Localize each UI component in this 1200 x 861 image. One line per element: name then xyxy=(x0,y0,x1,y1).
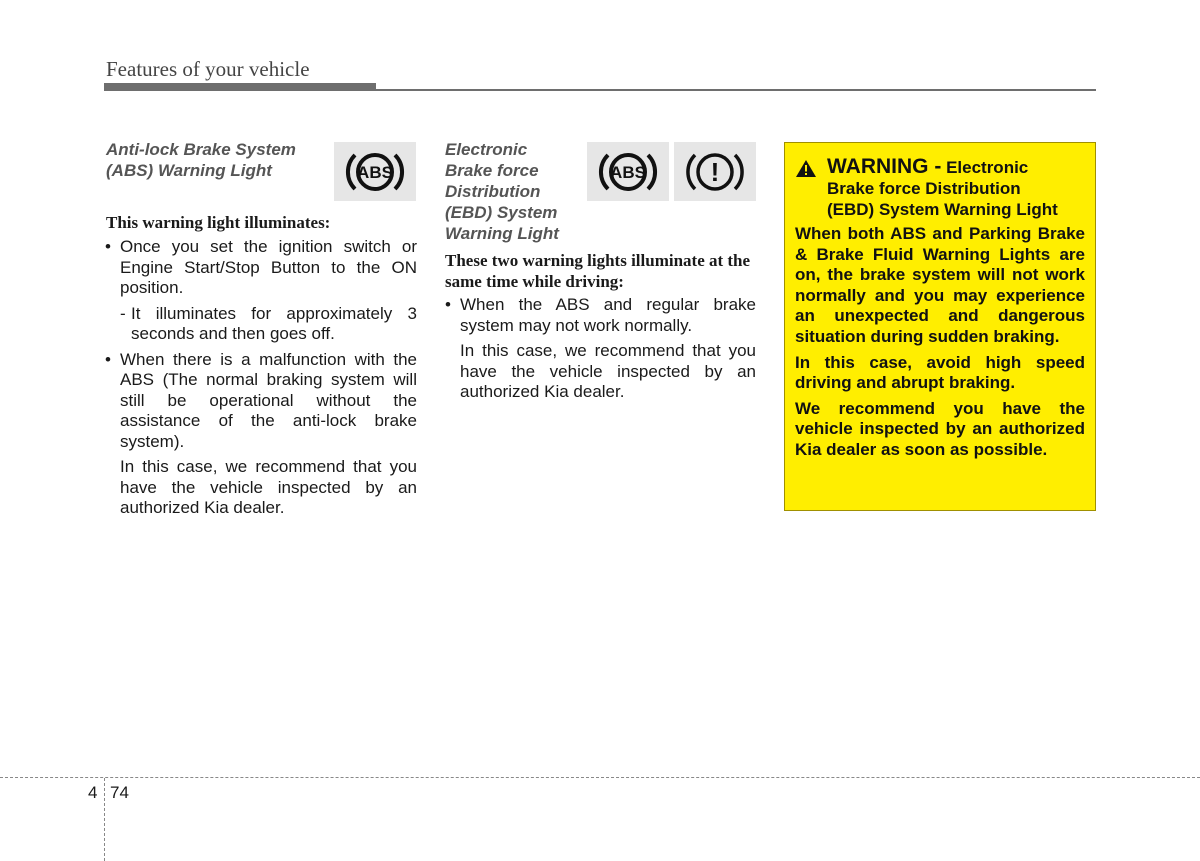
ebd-abs-warning-light-icon xyxy=(587,142,669,201)
header-rule xyxy=(104,89,1096,91)
ebd-heading-line2: Brake force xyxy=(445,161,539,180)
abs-bullet-1 xyxy=(104,237,417,299)
abs-bullet-2-text: When there is a malfunction with the ABS (The normal braking system will still be operational without the assistance of the anti-lock brake system). xyxy=(120,349,417,451)
warning-subtitle-line2: Brake force Distribution xyxy=(827,179,1021,198)
abs-bullet-1-text: Once you set the ignition switch or Engine Start/Stop Button to the ON position. xyxy=(120,237,417,297)
ebd-bullet-1-text: When the ABS and regular brake system may not work normally. xyxy=(460,295,756,335)
warning-subtitle-line3: (EBD) System Warning Light xyxy=(827,200,1058,219)
ebd-heading-line4: (EBD) System xyxy=(445,203,558,222)
ebd-abs-icon-label: ABS xyxy=(610,162,646,182)
abs-icon-label: ABS xyxy=(357,162,393,182)
abs-body xyxy=(104,237,417,519)
ebd-bullet-1-followup: In this case, we recommend that you have the vehicle inspected by an authorized Kia dealer. xyxy=(460,341,756,401)
abs-dash-text: It illuminates for approximately 3 seconds and then goes off. xyxy=(131,303,417,343)
warning-box xyxy=(784,142,1096,511)
page-number: 74 xyxy=(110,783,129,802)
page-section-number: 4 xyxy=(88,783,98,802)
abs-bullet-2 xyxy=(104,350,417,453)
ebd-section-heading xyxy=(445,139,585,244)
ebd-heading-line5: Warning Light xyxy=(445,224,559,243)
warning-paragraph-2: In this case, avoid high speed driving and abrupt braking. xyxy=(795,352,1085,393)
warning-paragraph-3: We recommend you have the vehicle inspected by an authorized Kia dealer as soon as possible. xyxy=(795,398,1085,459)
ebd-body xyxy=(444,295,756,403)
ebd-intro: These two warning lights illuminate at the same time while driving: xyxy=(445,251,751,291)
ebd-heading-line1: Electronic xyxy=(445,140,528,159)
abs-intro: This warning light illuminates: xyxy=(106,213,331,232)
footer-divider xyxy=(104,778,105,861)
dash-mark: - xyxy=(120,303,126,323)
abs-bullet-2-followup: In this case, we recommend that you have the vehicle inspected by an authorized Kia dealer. xyxy=(120,457,417,517)
abs-heading-line2: (ABS) Warning Light xyxy=(106,161,272,180)
abs-dash-item xyxy=(104,304,417,345)
warning-triangle-icon xyxy=(795,159,817,178)
brake-icon-label: ! xyxy=(710,156,720,187)
abs-section-heading xyxy=(106,139,331,181)
footer-rule xyxy=(0,777,1200,778)
brake-warning-icon xyxy=(682,146,748,198)
brake-warning-light-icon xyxy=(674,142,756,201)
warning-paragraph-1: When both ABS and Parking Brake & Brake Fluid Warning Lights are on, the brake system will not work normally and you may experience an unexpected and dangerous situation during sudden braking. xyxy=(795,224,1085,346)
warning-subtitle-line1: Electronic xyxy=(946,158,1029,177)
abs-heading-line1: Anti-lock Brake System xyxy=(106,140,296,159)
bullet-dot: • xyxy=(105,349,111,369)
warning-heading xyxy=(795,156,1085,220)
ebd-bullet-1 xyxy=(444,295,756,336)
page-header-title: Features of your vehicle xyxy=(106,57,310,81)
abs-warning-light-icon xyxy=(334,142,416,201)
warning-title: WARNING - xyxy=(827,155,942,178)
bullet-dot: • xyxy=(105,237,111,256)
bullet-dot: • xyxy=(445,295,451,314)
abs-icon xyxy=(342,146,408,198)
abs-icon xyxy=(595,146,661,198)
ebd-heading-line3: Distribution xyxy=(445,182,541,201)
